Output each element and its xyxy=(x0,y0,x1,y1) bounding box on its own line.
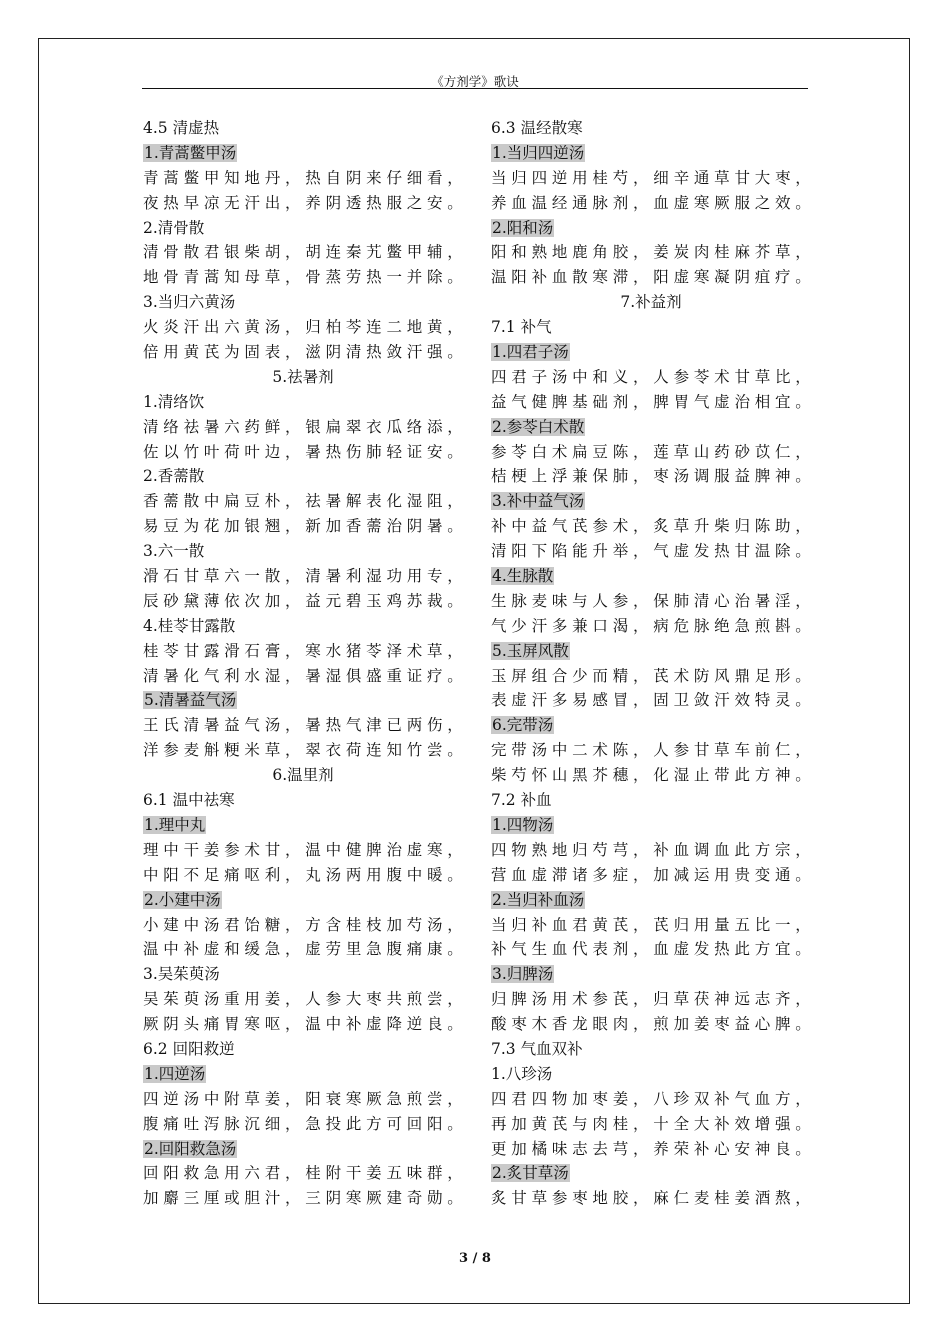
formula-title xyxy=(491,962,811,987)
formula-title xyxy=(491,813,811,838)
verse-line: 清阳下陷能升举，气虚发热甘温除。 xyxy=(491,542,811,561)
verse-line: 气少汗多兼口渴，病危脉绝急煎斟。 xyxy=(491,616,811,635)
formula-title xyxy=(143,888,463,913)
verse-line: 清络祛暑六药鲜，银扁翠衣瓜络添， xyxy=(143,417,463,436)
formula-title xyxy=(491,713,811,738)
verse-line: 小建中汤君饴糖，方含桂枝加芍汤， xyxy=(143,915,463,934)
highlighted-formula-name: 1.四逆汤 xyxy=(144,1064,206,1083)
formula-title xyxy=(143,813,463,838)
highlighted-formula-name: 5.玉屏风散 xyxy=(492,641,569,660)
section-heading: 4.5 清虚热 xyxy=(143,119,220,137)
section-heading: 2.清骨散 xyxy=(143,218,205,237)
left-column xyxy=(143,116,463,1211)
section-heading: 1.八珍汤 xyxy=(491,1064,553,1083)
formula-title xyxy=(143,141,463,166)
verse-line: 温阳补血散寒滞，阳虚寒凝阴疽疗。 xyxy=(491,268,811,287)
page-number: 3 / 8 xyxy=(459,1251,491,1266)
verse-line: 易豆为花加银翘，新加香薷治阴暑。 xyxy=(143,517,463,536)
highlighted-formula-name: 2.阳和汤 xyxy=(492,218,554,237)
highlighted-formula-name: 2.小建中汤 xyxy=(144,890,221,909)
formula-title xyxy=(491,564,811,589)
section-heading: 2.香薷散 xyxy=(143,467,205,486)
section-heading: 3.当归六黄汤 xyxy=(143,293,236,312)
section-heading: 6.2 回阳救逆 xyxy=(143,1039,235,1058)
highlighted-formula-name: 1.青蒿鳖甲汤 xyxy=(144,143,237,162)
verse-line: 玉屏组合少而精，芪术防风鼎足形。 xyxy=(491,666,811,685)
formula-title xyxy=(491,216,811,241)
verse-line: 益气健脾基础剂，脾胃气虚治相宜。 xyxy=(491,392,811,411)
verse-line: 加麝三厘或胆汁，三阴寒厥建奇勋。 xyxy=(143,1189,463,1208)
verse-line: 更加橘味志去芎，养荣补心安神良。 xyxy=(491,1139,811,1158)
section-heading: 7.1 补气 xyxy=(491,318,552,337)
verse-line: 四君四物加枣姜，八珍双补气血方， xyxy=(491,1089,811,1108)
verse-line: 归脾汤用术参芪，归草茯神远志齐， xyxy=(491,990,811,1009)
chapter-heading: 5.祛暑剂 xyxy=(272,367,334,386)
verse-line: 腹痛吐泻脉沉细，急投此方可回阳。 xyxy=(143,1114,463,1133)
verse-line: 参苓白术扁豆陈，莲草山药砂苡仁， xyxy=(491,442,811,461)
verse-line: 夜热早凉无汗出，养阴透热服之安。 xyxy=(143,193,463,212)
formula-title xyxy=(491,141,811,166)
highlighted-formula-name: 2.当归补血汤 xyxy=(492,890,585,909)
verse-line: 地骨青蒿知母草，骨蒸劳热一并除。 xyxy=(143,268,463,287)
verse-line: 桔梗上浮兼保肺，枣汤调服益脾神。 xyxy=(491,467,811,486)
formula-title xyxy=(143,688,463,713)
section-heading: 7.3 气血双补 xyxy=(491,1039,583,1058)
verse-line: 柴芍怀山黑芥穗，化湿止带此方神。 xyxy=(491,766,811,785)
verse-line: 表虚汗多易感冒，固卫敛汗效特灵。 xyxy=(491,691,811,710)
verse-line: 四逆汤中附草姜，阳衰寒厥急煎尝， xyxy=(143,1089,463,1108)
section-heading: 6.1 温中祛寒 xyxy=(143,791,235,810)
header-divider xyxy=(142,88,808,89)
verse-line: 补中益气芪参术，炙草升柴归陈助， xyxy=(491,517,811,536)
formula-title xyxy=(491,415,811,440)
verse-line: 洋参麦斛粳米草，翠衣荷连知竹尝。 xyxy=(143,741,463,760)
section-heading: 4.桂苓甘露散 xyxy=(143,616,236,635)
verse-line: 养血温经通脉剂，血虚寒厥服之效。 xyxy=(491,193,811,212)
verse-line: 厥阴头痛胃寒呕，温中补虚降逆良。 xyxy=(143,1015,463,1034)
verse-line: 滑石甘草六一散，清暑利湿功用专， xyxy=(143,567,463,586)
verse-line: 酸枣木香龙眼肉，煎加姜枣益心脾。 xyxy=(491,1015,811,1034)
verse-line: 王氏清暑益气汤，暑热气津已两伤， xyxy=(143,716,463,735)
section-heading: 6.3 温经散寒 xyxy=(491,119,583,137)
page-header-title: 《方剂学》歌诀 xyxy=(431,74,519,89)
chapter-heading: 7.补益剂 xyxy=(620,293,682,312)
verse-line: 倍用黄芪为固表，滋阴清热敛汗强。 xyxy=(143,343,463,362)
verse-line: 中阳不足痛呕利，丸汤两用腹中暖。 xyxy=(143,865,463,884)
chapter-heading: 6.温里剂 xyxy=(272,766,334,785)
formula-title xyxy=(491,1161,811,1186)
verse-line: 佐以竹叶荷叶边，暑热伤肺轻证安。 xyxy=(143,442,463,461)
verse-line: 回阳救急用六君，桂附干姜五味群， xyxy=(143,1164,463,1183)
verse-line: 辰砂黛薄依次加，益元碧玉鸡苏裁。 xyxy=(143,591,463,610)
verse-line: 香薷散中扁豆朴，祛暑解表化湿阻， xyxy=(143,492,463,511)
formula-title xyxy=(491,340,811,365)
verse-line: 温中补虚和缓急，虚劳里急腹痛康。 xyxy=(143,940,463,959)
verse-line: 青蒿鳖甲知地丹，热自阴来仔细看， xyxy=(143,168,463,187)
verse-line: 生脉麦味与人参，保肺清心治暑淫， xyxy=(491,591,811,610)
formula-title xyxy=(491,489,811,514)
formula-title xyxy=(491,888,811,913)
verse-line: 营血虚滞诸多症，加减运用贵变通。 xyxy=(491,865,811,884)
verse-line: 再加黄芪与肉桂，十全大补效增强。 xyxy=(491,1114,811,1133)
verse-line: 火炎汗出六黄汤，归柏芩连二地黄， xyxy=(143,318,463,337)
verse-line: 补气生血代表剂，血虚发热此方宜。 xyxy=(491,940,811,959)
verse-line: 完带汤中二术陈，人参甘草车前仁， xyxy=(491,741,811,760)
section-heading: 3.六一散 xyxy=(143,542,205,561)
verse-line: 当归四逆用桂芍，细辛通草甘大枣， xyxy=(491,168,811,187)
section-heading: 7.2 补血 xyxy=(491,791,552,810)
highlighted-formula-name: 2.炙甘草汤 xyxy=(492,1164,569,1183)
highlighted-formula-name: 6.完带汤 xyxy=(492,716,554,735)
highlighted-formula-name: 3.归脾汤 xyxy=(492,965,554,984)
highlighted-formula-name: 2.参苓白术散 xyxy=(492,417,585,436)
highlighted-formula-name: 4.生脉散 xyxy=(492,567,554,586)
formula-title xyxy=(143,1137,463,1162)
verse-line: 清暑化气利水湿，暑湿俱盛重证疗。 xyxy=(143,666,463,685)
highlighted-formula-name: 1.四君子汤 xyxy=(492,343,569,362)
verse-line: 四物熟地归芍芎，补血调血此方宗， xyxy=(491,840,811,859)
verse-line: 四君子汤中和义，人参苓术甘草比， xyxy=(491,367,811,386)
verse-line: 理中干姜参术甘，温中健脾治虚寒， xyxy=(143,840,463,859)
section-heading: 1.清络饮 xyxy=(143,392,205,411)
verse-line: 清骨散君银柴胡，胡连秦艽鳖甲辅， xyxy=(143,243,463,262)
highlighted-formula-name: 1.四物汤 xyxy=(492,815,554,834)
verse-line: 阳和熟地鹿角胶，姜炭肉桂麻芥草， xyxy=(491,243,811,262)
verse-line: 吴茱萸汤重用姜，人参大枣共煎尝， xyxy=(143,990,463,1009)
highlighted-formula-name: 5.清暑益气汤 xyxy=(144,691,237,710)
right-column xyxy=(491,116,811,1211)
highlighted-formula-name: 3.补中益气汤 xyxy=(492,492,585,511)
verse-line: 炙甘草参枣地胶，麻仁麦桂姜酒熬， xyxy=(491,1189,811,1208)
verse-line: 桂苓甘露滑石膏，寒水猪苓泽术草， xyxy=(143,641,463,660)
formula-title xyxy=(491,639,811,664)
highlighted-formula-name: 2.回阳救急汤 xyxy=(144,1139,237,1158)
highlighted-formula-name: 1.当归四逆汤 xyxy=(492,143,585,162)
section-heading: 3.吴茱萸汤 xyxy=(143,965,220,984)
formula-title xyxy=(143,1062,463,1087)
highlighted-formula-name: 1.理中丸 xyxy=(144,815,206,834)
verse-line: 当归补血君黄芪，芪归用量五比一， xyxy=(491,915,811,934)
